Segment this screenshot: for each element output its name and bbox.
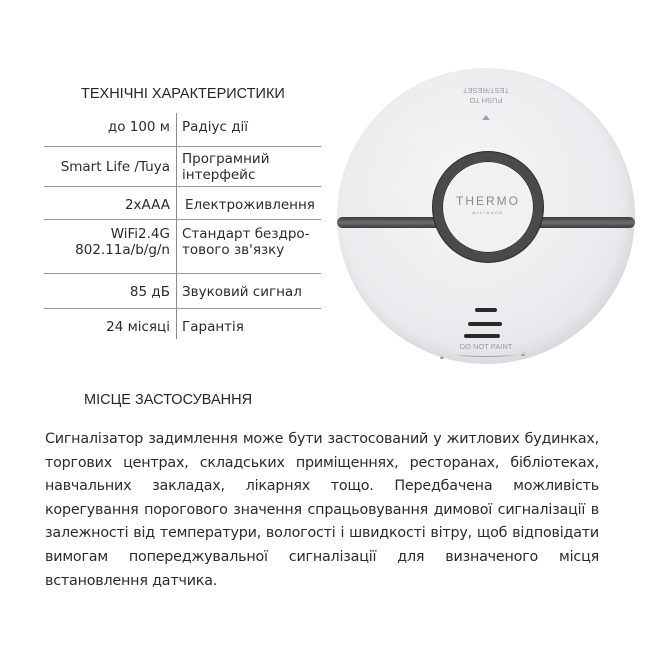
unlock-icon: 🔓︎ [521, 350, 526, 358]
spec-label: Програмний [182, 151, 270, 167]
sound-slot [464, 334, 500, 338]
spec-value: до 100 м [107, 119, 170, 135]
brand-logo: THERMO [456, 194, 520, 208]
spec-label: інтерфейс [182, 167, 256, 183]
spec-value: WiFi2.4G [110, 226, 170, 242]
triangle-arrow-icon [482, 115, 490, 120]
spec-value: 24 місяці [106, 319, 170, 335]
lock-icon: 🔒︎ [440, 353, 444, 361]
sound-slot [468, 322, 502, 326]
spec-label: Гарантія [182, 319, 244, 335]
smoke-detector-image [337, 68, 635, 364]
application-text: Сигналізатор задимлення може бути застосований у житлових будинках, торгових центрах, складських приміщеннях, ресторанах, бібліотеках, навчальних закладах, лікарнях тощо. Передбачена можливість корегування порогового значення спрацьовування димової сигналізації в залежності від температури, вологості і швидкості вітру, щоб відповідати вимогам попереджувальної сигналізації для визначеного місця встановлення датчика. [45, 431, 599, 589]
band-right [535, 217, 635, 228]
spec-value: 802.11a/b/g/n [75, 242, 170, 258]
row-divider [44, 273, 321, 274]
spec-value: 85 дБ [129, 284, 170, 300]
spec-label: Звуковий сигнал [182, 284, 302, 300]
sound-slot [475, 308, 497, 312]
spec-value: Smart Life /Tuya [60, 159, 170, 175]
test-reset-label: PUSH TO TEST/RESET [462, 86, 510, 105]
spec-label: Електроживлення [185, 197, 315, 213]
spec-label: Стандарт бездро- [182, 226, 310, 242]
row-divider [44, 186, 321, 187]
center-button [433, 152, 543, 262]
lock-arc-line [457, 352, 515, 357]
spec-label: тового зв'язку [182, 242, 285, 258]
specs-title: ТЕХНІЧНІ ХАРАКТЕРИСТИКИ [81, 86, 285, 102]
application-title: МІСЦЕ ЗАСТОСУВАННЯ [84, 392, 253, 408]
do-not-paint-label: DO NOT PAINT [459, 342, 513, 351]
spec-value: 2xAAA [124, 197, 170, 213]
row-divider [44, 146, 321, 147]
spec-label: Радіус дії [182, 119, 249, 135]
row-divider [44, 219, 321, 220]
row-divider [44, 308, 321, 309]
band-left [337, 217, 437, 228]
brand-sub: ALLIANCE [472, 210, 504, 215]
